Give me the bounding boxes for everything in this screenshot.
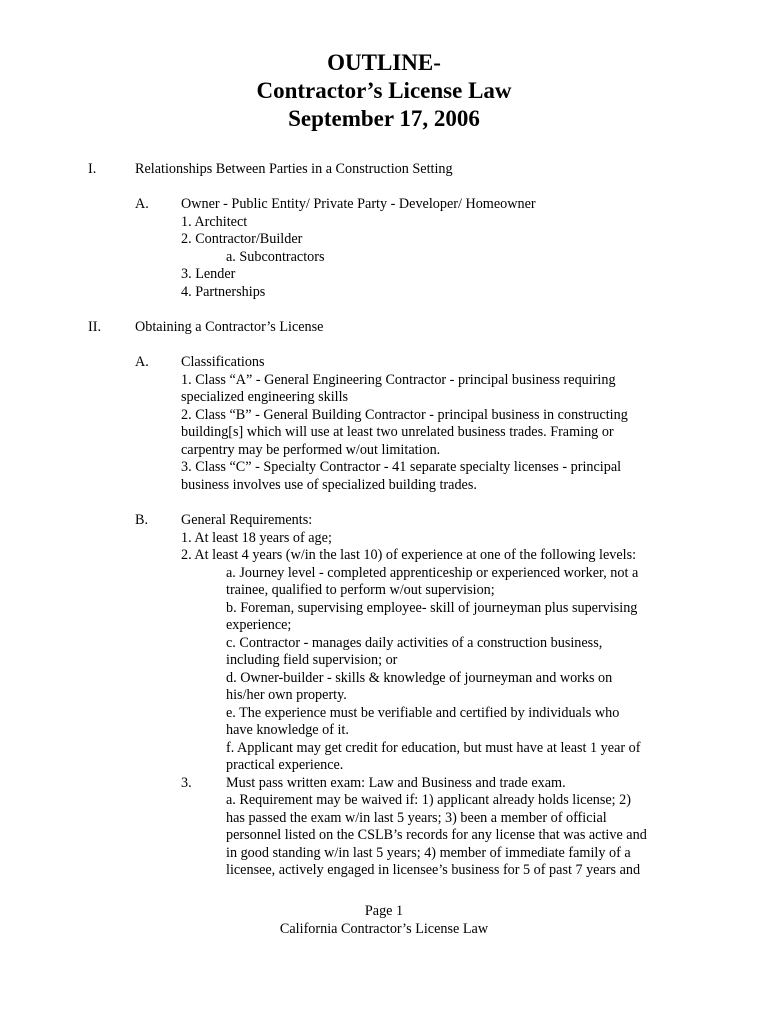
outline-line: a. Journey level - completed apprenticeship or experienced worker, not a: [226, 565, 639, 581]
item-number: 3.: [181, 775, 192, 791]
subsection-letter: A.: [135, 354, 149, 370]
outline-line: in good standing w/in last 5 years; 4) member of immediate family of a: [226, 845, 631, 861]
outline-line: trainee, qualified to perform w/out supervision;: [226, 582, 495, 598]
outline-line: 3. Lender: [181, 266, 236, 282]
outline-line: Owner - Public Entity/ Private Party - Developer/ Homeowner: [181, 196, 536, 212]
footer-doc-title: California Contractor’s License Law: [279, 921, 489, 937]
section-numeral: I.: [88, 161, 97, 177]
outline-line: b. Foreman, supervising employee- skill of journeyman plus supervising: [226, 600, 638, 616]
doc-title-subject: Contractor’s License Law: [256, 78, 512, 103]
outline-line: specialized engineering skills: [181, 389, 349, 405]
outline-line: has passed the exam w/in last 5 years; 3) been a member of official: [226, 810, 607, 826]
outline-line: experience;: [226, 617, 292, 633]
doc-title-outline: OUTLINE-: [327, 50, 441, 75]
outline-line: d. Owner-builder - skills & knowledge of journeyman and works on: [226, 670, 613, 686]
outline-line: licensee, actively engaged in licensee’s business for 5 of past 7 years and: [226, 862, 641, 878]
outline-line: Classifications: [181, 354, 265, 370]
outline-line: including field supervision; or: [226, 652, 398, 668]
outline-line: carpentry may be performed w/out limitation.: [181, 442, 441, 458]
outline-line: 1. Class “A” - General Engineering Contractor - principal business requiring: [181, 372, 616, 388]
subsection-letter: B.: [135, 512, 149, 528]
outline-line: 1. At least 18 years of age;: [181, 530, 332, 546]
outline-line: his/her own property.: [226, 687, 347, 703]
page-number: Page 1: [364, 903, 404, 919]
outline-line: have knowledge of it.: [226, 722, 349, 738]
section-heading: Obtaining a Contractor’s License: [135, 319, 324, 335]
doc-title-date: September 17, 2006: [288, 106, 480, 131]
section-numeral: II.: [88, 319, 101, 335]
outline-line: business involves use of specialized building trades.: [181, 477, 477, 493]
subsection-letter: A.: [135, 196, 149, 212]
outline-line: a. Subcontractors: [226, 249, 325, 265]
outline-line: e. The experience must be verifiable and certified by individuals who: [226, 705, 620, 721]
outline-line: General Requirements:: [181, 512, 313, 528]
outline-line: building[s] which will use at least two unrelated business trades. Framing or: [181, 424, 614, 440]
outline-line: practical experience.: [226, 757, 344, 773]
outline-line: 2. Class “B” - General Building Contractor - principal business in constructing: [181, 407, 628, 423]
outline-line: 2. At least 4 years (w/in the last 10) of experience at one of the following levels:: [181, 547, 637, 563]
outline-line: 3. Class “C” - Specialty Contractor - 41 separate specialty licenses - principal: [181, 459, 622, 475]
outline-line: c. Contractor - manages daily activities of a construction business,: [226, 635, 603, 651]
outline-line: a. Requirement may be waived if: 1) applicant already holds license; 2): [226, 792, 631, 808]
outline-line: Must pass written exam: Law and Business and trade exam.: [226, 775, 566, 791]
outline-line: 1. Architect: [181, 214, 248, 230]
outline-line: personnel listed on the CSLB’s records for any license that was active and: [226, 827, 647, 843]
outline-line: f. Applicant may get credit for education, but must have at least 1 year of: [226, 740, 641, 756]
outline-line: 2. Contractor/Builder: [181, 231, 303, 247]
outline-line: 4. Partnerships: [181, 284, 266, 300]
section-heading: Relationships Between Parties in a Construction Setting: [135, 161, 453, 177]
